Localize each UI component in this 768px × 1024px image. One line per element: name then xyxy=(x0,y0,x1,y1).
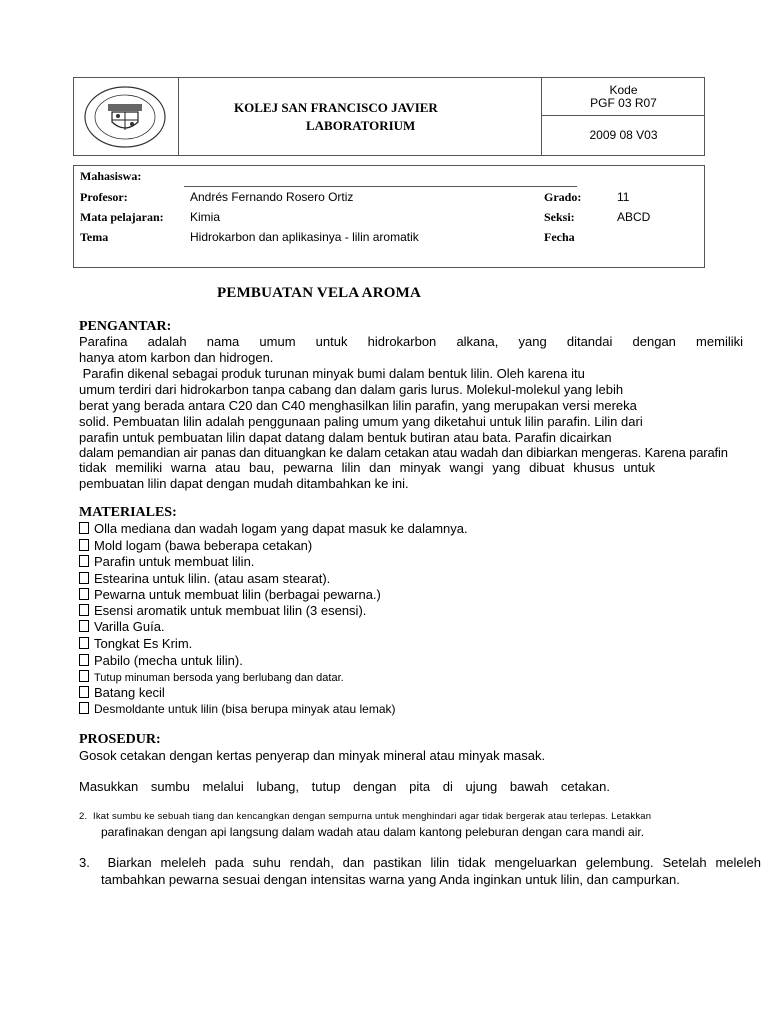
checkbox-glyph xyxy=(79,702,89,714)
material-item: Esensi aromatik untuk membuat lilin (3 esensi). xyxy=(79,603,366,618)
header-box xyxy=(73,77,705,156)
material-item: Olla mediana dan wadah logam yang dapat masuk ke dalamnya. xyxy=(79,521,468,536)
header-divider xyxy=(541,115,704,116)
material-item: Tutup minuman bersoda yang berlubang dan datar. xyxy=(79,670,344,684)
topic-label: Tema xyxy=(80,230,109,244)
intro-line: hanya atom karbon dan hidrogen. xyxy=(79,350,274,365)
version-value: 2009 08 V03 xyxy=(589,128,658,142)
checkbox-glyph xyxy=(79,686,89,698)
checkbox-glyph xyxy=(79,670,89,682)
material-item: Mold logam (bawa beberapa cetakan) xyxy=(79,538,312,553)
intro-line: berat yang berada antara C20 dan C40 menghasilkan lilin parafin, yang merupakan versi mereka xyxy=(79,398,637,413)
intro-line: pembuatan lilin dapat dengan mudah ditambahkan ke ini. xyxy=(79,476,409,491)
subject-label: Mata pelajaran: xyxy=(80,210,164,224)
checkbox-glyph xyxy=(79,522,89,534)
material-item: Tongkat Es Krim. xyxy=(79,636,192,651)
checkbox-glyph xyxy=(79,555,89,567)
procedure-step: 3. Biarkan meleleh pada suhu rendah, dan pastikan lilin tidak mengeluarkan gelembung. Setelah meleleh xyxy=(79,855,761,870)
intro-heading: PENGANTAR: xyxy=(79,319,172,334)
checkbox-glyph xyxy=(79,588,89,600)
header-divider xyxy=(178,78,179,155)
material-item: Estearina untuk lilin. (atau asam stearat). xyxy=(79,571,330,586)
checkbox-glyph xyxy=(79,637,89,649)
checkbox-glyph xyxy=(79,654,89,666)
institution-name: KOLEJ SAN FRANCISCO JAVIER xyxy=(234,100,438,115)
checkbox-glyph xyxy=(79,572,89,584)
procedure-step: 2. Ikat sumbu ke sebuah tiang dan kencangkan dengan sempurna untuk menghindari agar tidak bergerak atau terlepas. Letakkan xyxy=(79,811,652,822)
checkbox-glyph xyxy=(79,620,89,632)
checkbox-glyph xyxy=(79,604,89,616)
procedure-step: parafinakan dengan api langsung dalam wadah atau dalam kantong peleburan dengan cara mandi air. xyxy=(101,825,645,839)
info-box xyxy=(73,165,705,268)
department-name: LABORATORIUM xyxy=(306,118,416,133)
material-item: Batang kecil xyxy=(79,685,165,700)
section-value: ABCD xyxy=(617,210,651,224)
grade-label: Grado: xyxy=(544,190,582,204)
grade-value: 11 xyxy=(617,190,630,204)
material-item: Pabilo (mecha untuk lilin). xyxy=(79,653,243,668)
college-seal-logo xyxy=(80,84,170,150)
date-label: Fecha xyxy=(544,230,575,244)
subject-value: Kimia xyxy=(190,210,221,224)
materials-heading: MATERIALES: xyxy=(79,505,177,520)
material-item: Varilla Guía. xyxy=(79,619,165,634)
material-item: Desmoldante untuk lilin (bisa berupa minyak atau lemak) xyxy=(79,702,395,716)
material-item: Pewarna untuk membuat lilin (berbagai pewarna.) xyxy=(79,587,381,602)
procedure-step: Gosok cetakan dengan kertas penyerap dan minyak mineral atau minyak masak. xyxy=(79,748,546,763)
topic-value: Hidrokarbon dan aplikasinya - lilin aromatik xyxy=(190,230,419,244)
intro-line: tidak memiliki warna atau bau, pewarna lilin dan minyak wangi yang dibuat khusus untuk xyxy=(79,460,655,475)
procedure-step: Masukkan sumbu melalui lubang, tutup dengan pita di ujung bawah cetakan. xyxy=(79,779,610,794)
code-value: PGF 03 R07 xyxy=(590,96,657,110)
student-label: Mahasiswa: xyxy=(80,169,142,183)
intro-line: parafin untuk pembuatan lilin dapat datang dalam bentuk butiran atau bata. Parafin dicairkan xyxy=(79,430,612,445)
professor-value: Andrés Fernando Rosero Ortiz xyxy=(190,190,354,204)
material-item: Parafin untuk membuat lilin. xyxy=(79,554,254,569)
section-label: Seksi: xyxy=(544,210,575,224)
intro-line: Parafina adalah nama umum untuk hidrokarbon alkana, yang ditandai dengan memiliki xyxy=(79,334,743,349)
intro-line: Parafin dikenal sebagai produk turunan minyak bumi dalam bentuk lilin. Oleh karena itu xyxy=(79,366,585,381)
code-label: Kode xyxy=(609,83,638,97)
student-line xyxy=(184,186,577,187)
procedure-step: tambahkan pewarna sesuai dengan intensitas warna yang Anda inginkan untuk lilin, dan campurkan. xyxy=(101,872,680,887)
intro-line: umum terdiri dari hidrokarbon tanpa cabang dan dalam garis lurus. Molekul-molekul yang lebih xyxy=(79,382,624,397)
procedure-heading: PROSEDUR: xyxy=(79,732,161,747)
intro-line: dalam pemandian air panas dan dituangkan ke dalam cetakan atau wadah dan dibiarkan mengeras. Karena parafin xyxy=(79,445,728,460)
intro-line: solid. Pembuatan lilin adalah penggunaan paling umum yang diketahui untuk lilin parafin. Lilin dari xyxy=(79,414,643,429)
checkbox-glyph xyxy=(79,539,89,551)
professor-label: Profesor: xyxy=(80,190,128,204)
document-title: PEMBUATAN VELA AROMA xyxy=(217,285,422,301)
